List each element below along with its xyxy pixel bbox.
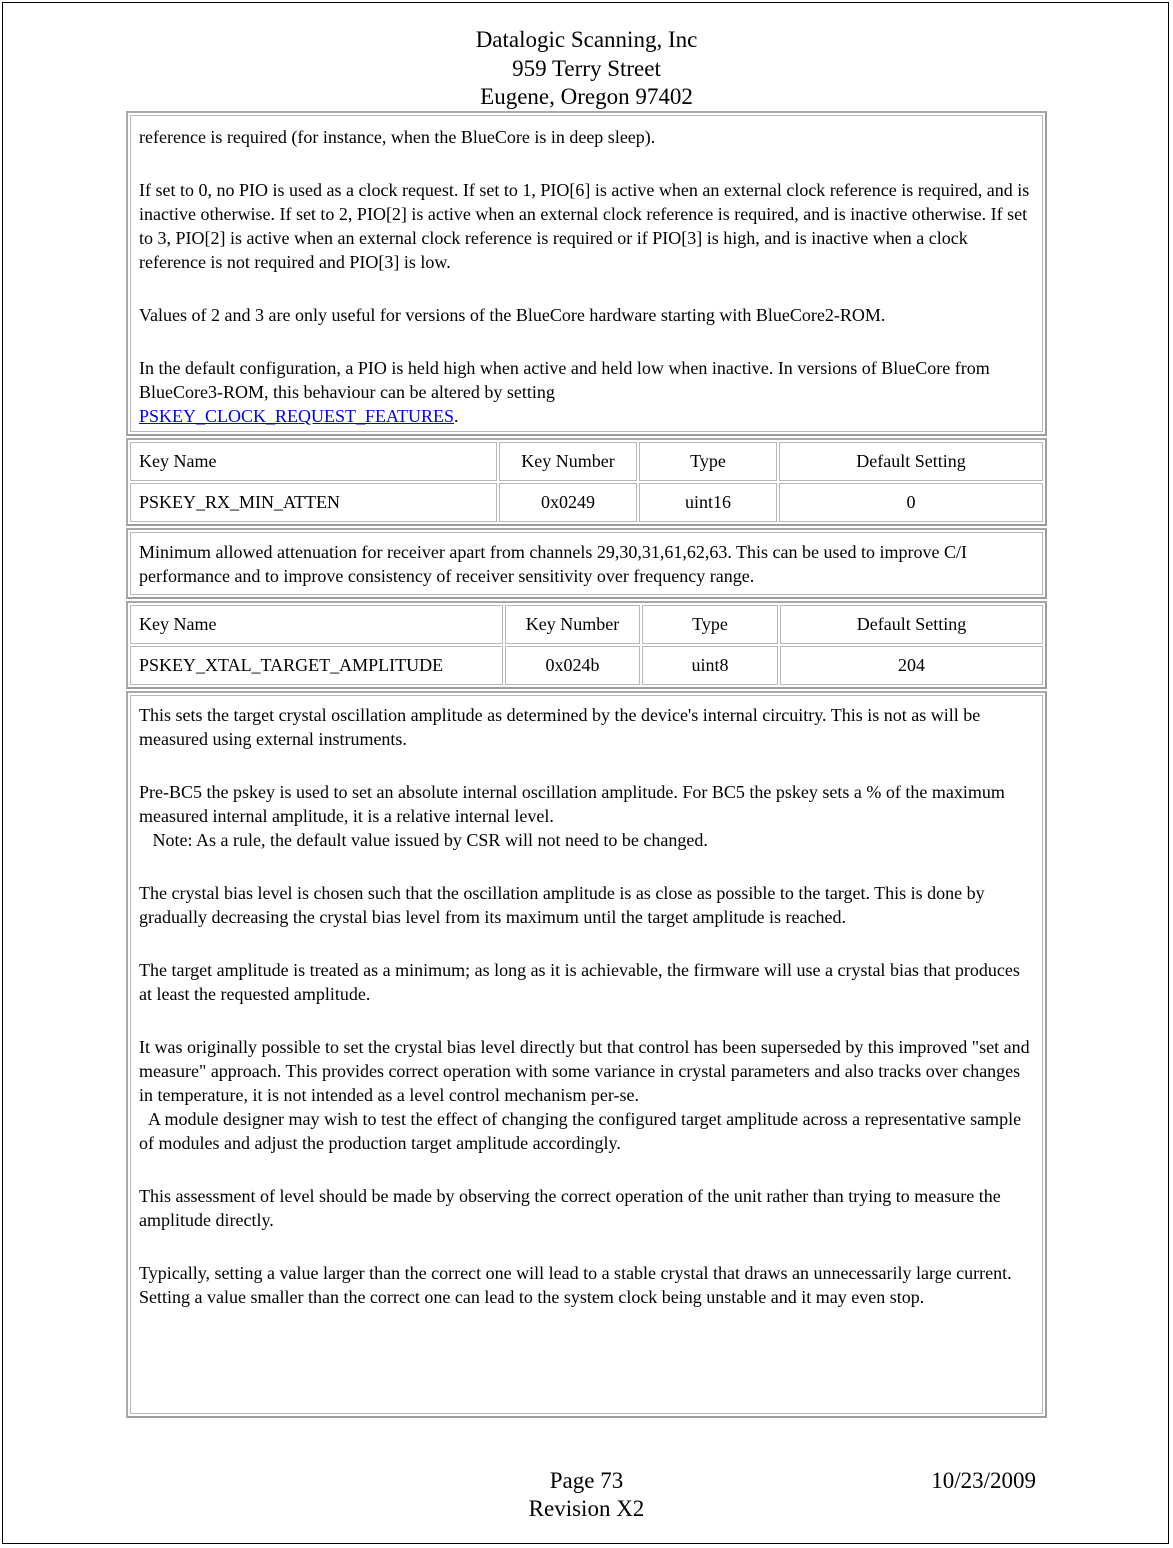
description-paragraph: This assessment of level should be made by observing the correct operation of the unit rather than trying to measure the amplitude directly. (139, 1186, 1001, 1230)
table-row (130, 483, 1043, 522)
description-paragraph: reference is required (for instance, when the BlueCore is in deep sleep). (139, 127, 656, 147)
key-table (128, 603, 1045, 687)
clock-request-features-link[interactable]: PSKEY_CLOCK_REQUEST_FEATURES (139, 406, 455, 426)
clock-request-description (130, 115, 1043, 432)
description-paragraph: If set to 0, no PIO is used as a clock request. If set to 1, PIO[6] is active when an external clock reference is required, and is inactive otherwise. If set to 2, PIO[2] is active when an external clock reference is required, and is inactive otherwise. If set to 3, PIO[2] is active when an external clock reference is required or if PIO[3] is high, and is inactive when a clock reference is not required and PIO[3] is low. (139, 180, 1030, 272)
key-table (128, 440, 1045, 524)
column-header-key-number: Key Number (505, 605, 640, 644)
note-text: Note: As a rule, the default value issued by CSR will not need to be changed. (152, 830, 708, 850)
street-address: 959 Terry Street (512, 55, 661, 81)
type-value: uint8 (642, 646, 778, 685)
document-content (126, 111, 1047, 1420)
description-paragraph: Values of 2 and 3 are only useful for versions of the BlueCore hardware starting with BlueCore2-ROM. (139, 305, 886, 325)
page-number: Page 73 (549, 1468, 624, 1493)
type-value: uint16 (639, 483, 777, 522)
description-paragraph: The crystal bias level is chosen such that the oscillation amplitude is as close as possible to the target. This is done by gradually decreasing the crystal bias level from its maximum until the target amplitude is reached. (139, 883, 985, 927)
key-table-xtal-target-amplitude (126, 601, 1047, 689)
table-header-row (130, 442, 1043, 481)
default-setting-value: 0 (779, 483, 1043, 522)
key-name-value: PSKEY_XTAL_TARGET_AMPLITUDE (130, 646, 503, 685)
column-header-type: Type (639, 442, 777, 481)
document-date: 10/23/2009 (931, 1468, 1036, 1493)
column-header-default-setting: Default Setting (780, 605, 1043, 644)
description-paragraph: Pre-BC5 the pskey is used to set an absolute internal oscillation amplitude. For BC5 the pskey sets a % of the maximum measured internal amplitude, it is a relative internal level. Note: As a rule, the default value issued by CSR will not need to be changed. (139, 782, 1005, 850)
note-text: A module designer may wish to test the effect of changing the configured target amplitude across a representative sample of modules and adjust the production target amplitude accordingly. (139, 1109, 1022, 1153)
key-number-value: 0x024b (505, 646, 640, 685)
rx-min-atten-description (130, 532, 1043, 595)
table-row (130, 646, 1043, 685)
description-paragraph: It was originally possible to set the crystal bias level directly but that control has been superseded by this improved "set and measure" approach. This provides correct operation with some variance in crystal parameters and also tracks over changes in temperature, it is not intended as a level control mechanism per-se. A module designer may wish to test the effect of changing the configured target amplitude across a representative sample of modules and adjust the production target amplitude accordingly. (139, 1037, 1030, 1153)
column-header-default-setting: Default Setting (779, 442, 1043, 481)
key-table-rx-min-atten (126, 438, 1047, 526)
table-header-row (130, 605, 1043, 644)
column-header-key-name: Key Name (130, 605, 503, 644)
description-paragraph: Typically, setting a value larger than the correct one will lead to a stable crystal that draws an unnecessarily large current. Setting a value smaller than the correct one can lead to the system clock being unstable and it may even stop. (139, 1263, 1012, 1307)
rx-min-atten-description-box (126, 528, 1047, 599)
xtal-target-amplitude-description (130, 695, 1043, 1414)
column-header-key-number: Key Number (499, 442, 637, 481)
revision-label: Revision X2 (528, 1496, 645, 1521)
description-paragraph: Minimum allowed attenuation for receiver apart from channels 29,30,31,61,62,63. This can be used to improve C/I performance and to improve consistency of receiver sensitivity over frequency range. (139, 542, 967, 586)
default-setting-value: 204 (780, 646, 1043, 685)
company-name: Datalogic Scanning, Inc (475, 27, 698, 52)
clock-request-description-box (126, 111, 1047, 436)
column-header-type: Type (642, 605, 778, 644)
xtal-target-amplitude-description-box (126, 691, 1047, 1418)
letterhead (0, 26, 1173, 112)
key-name-value: PSKEY_RX_MIN_ATTEN (130, 483, 497, 522)
city-address: Eugene, Oregon 97402 (480, 84, 693, 109)
description-paragraph: This sets the target crystal oscillation amplitude as determined by the device's internal circuitry. This is not as will be measured using external instruments. (139, 705, 981, 749)
description-paragraph: The target amplitude is treated as a minimum; as long as it is achievable, the firmware will use a crystal bias that produces at least the requested amplitude. (139, 960, 1020, 1004)
key-number-value: 0x0249 (499, 483, 637, 522)
column-header-key-name: Key Name (130, 442, 497, 481)
description-paragraph: In the default configuration, a PIO is held high when active and held low when inactive. In versions of BlueCore from BlueCore3-ROM, this behaviour can be altered by setting PSKEY_CLOCK_REQUEST_FEATURES. (139, 358, 990, 426)
